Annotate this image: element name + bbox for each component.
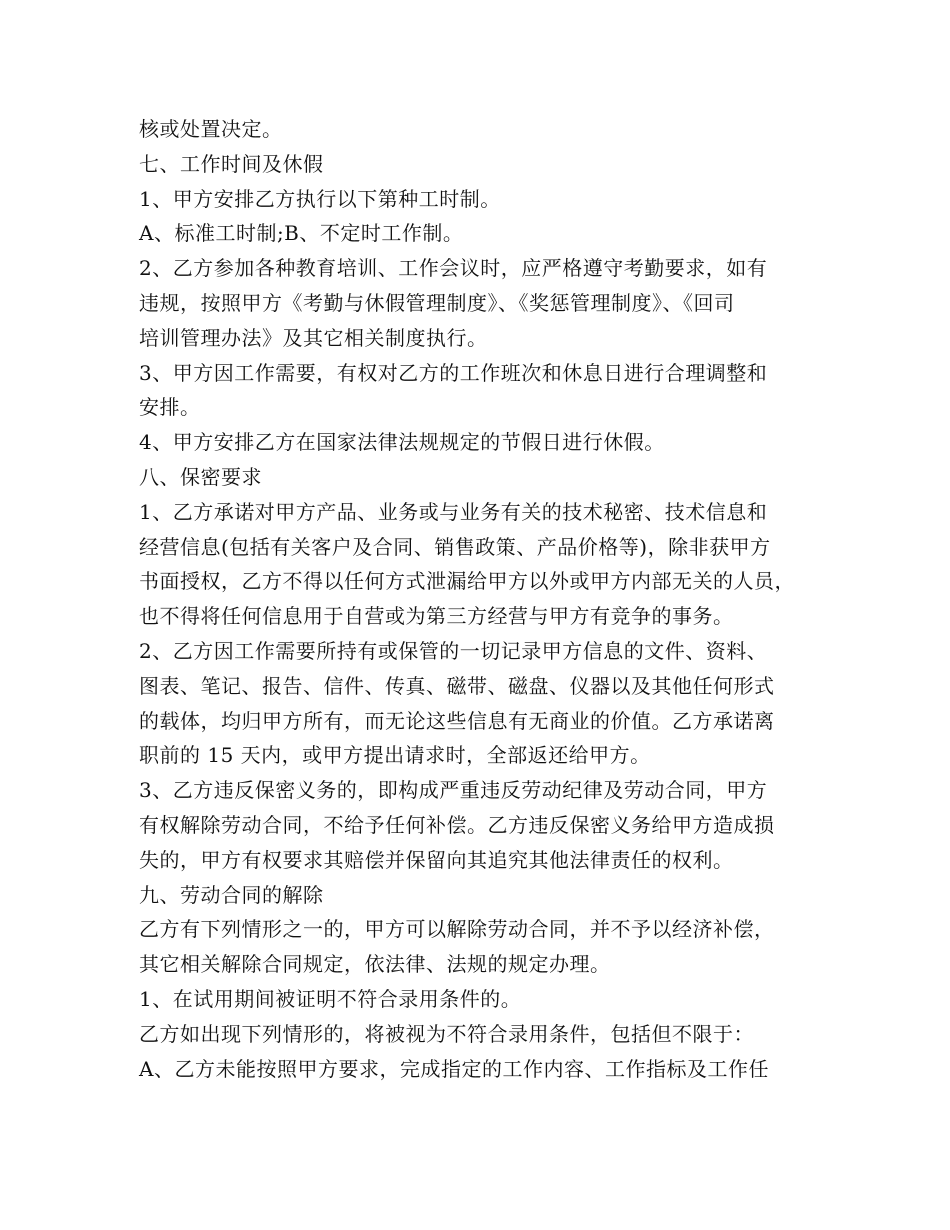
text-line: 书面授权，乙方不得以任何方式泄漏给甲方以外或甲方内部无关的人员， — [139, 569, 795, 594]
text-line: 安排。 — [139, 395, 201, 420]
text-line: 乙方如出现下列情形的，将被视为不符合录用条件，包括但不限于： — [139, 1021, 754, 1046]
text-line: 职前的 15 天内，或甲方提出请求时，全部返还给甲方。 — [139, 743, 651, 768]
text-line: A、乙方未能按照甲方要求，完成指定的工作内容、工作指标及工作任 — [139, 1056, 769, 1081]
text-line: 3、乙方违反保密义务的，即构成严重违反劳动纪律及劳动合同，甲方 — [139, 778, 768, 803]
text-line: 核或处置决定。 — [139, 117, 283, 141]
section-heading-7: 七、工作时间及休假 — [139, 151, 324, 176]
text-line: 有权解除劳动合同，不给予任何补偿。乙方违反保密义务给甲方造成损 — [139, 812, 775, 837]
text-line: 1、在试用期间被证明不符合录用条件的。 — [139, 986, 522, 1011]
text-line: 乙方有下列情形之一的，甲方可以解除劳动合同，并不予以经济补偿， — [139, 917, 775, 942]
text-line: 2、乙方因工作需要所持有或保管的一切记录甲方信息的文件、资料、 — [139, 638, 768, 663]
text-line: 失的，甲方有权要求其赔偿并保留向其追究其他法律责任的权利。 — [139, 847, 734, 872]
text-line: 违规，按照甲方《考勤与休假管理制度》、《奖惩管理制度》、《回司 — [139, 290, 735, 315]
text-line: 经营信息(包括有关客户及合同、销售政策、产品价格等)，除非获甲方 — [139, 534, 771, 559]
text-line: 图表、笔记、报告、信件、传真、磁带、磁盘、仪器以及其他任何形式 — [139, 673, 775, 698]
text-line: 2、乙方参加各种教育培训、工作会议时，应严格遵守考勤要求，如有 — [139, 256, 768, 281]
text-line: 培训管理办法》及其它相关制度执行。 — [139, 325, 488, 350]
text-line: 的载体，均归甲方所有，而无论这些信息有无商业的价值。乙方承诺离 — [139, 708, 775, 733]
document-body — [139, 112, 829, 1086]
text-line: 其它相关解除合同规定，依法律、法规的规定办理。 — [139, 952, 611, 977]
text-line: 1、甲方安排乙方执行以下第种工时制。 — [139, 186, 501, 211]
text-line: 也不得将任何信息用于自营或为第三方经营与甲方有竞争的事务。 — [139, 604, 734, 629]
section-heading-9: 九、劳动合同的解除 — [139, 882, 324, 907]
text-line: 4、甲方安排乙方在国家法律法规规定的节假日进行休假。 — [139, 430, 665, 455]
text-line: 3、甲方因工作需要，有权对乙方的工作班次和休息日进行合理调整和 — [139, 360, 768, 385]
text-line: 1、乙方承诺对甲方产品、业务或与业务有关的技术秘密、技术信息和 — [139, 499, 768, 524]
section-heading-8: 八、保密要求 — [139, 464, 262, 489]
text-line: A、标准工时制;B、不定时工作制。 — [139, 221, 464, 246]
